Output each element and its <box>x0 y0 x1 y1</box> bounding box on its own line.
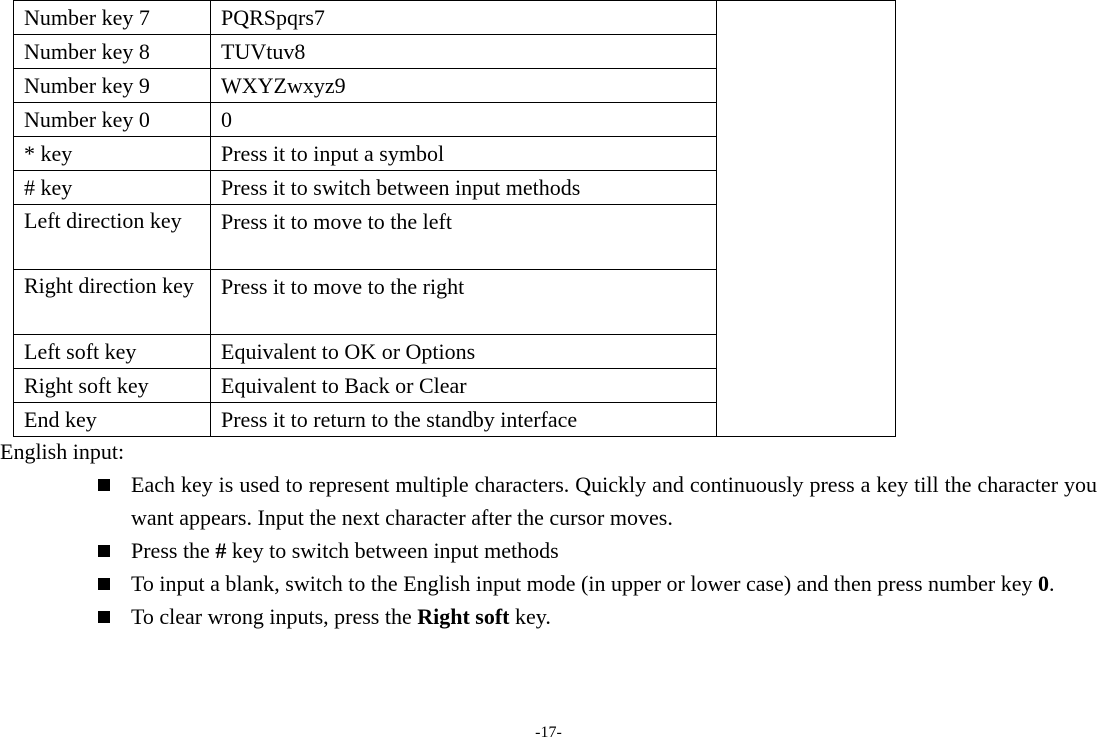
key-desc-cell: Press it to return to the standby interface <box>211 403 717 437</box>
key-name-cell: # key <box>14 171 211 205</box>
key-desc-cell: Press it to switch between input methods <box>211 171 717 205</box>
bullet-text: To input a blank, switch to the English input mode (in upper or lower case) and then press number key <box>131 571 1038 596</box>
section-title: English input: <box>0 439 125 464</box>
bullet-text: To clear wrong inputs, press the <box>131 604 418 629</box>
table-row <box>14 1 896 35</box>
key-name-cell: Number key 7 <box>14 1 211 35</box>
key-name-cell: End key <box>14 403 211 437</box>
key-name-cell <box>14 205 211 270</box>
key-desc-cell: 0 <box>211 103 717 137</box>
list-item <box>98 567 1097 600</box>
key-desc-cell: TUVtuv8 <box>211 35 717 69</box>
key-name-cell: Number key 0 <box>14 103 211 137</box>
key-name-text: Right direction key <box>24 273 194 298</box>
empty-column-cell <box>717 1 896 437</box>
bullet-text: . <box>1048 571 1055 596</box>
square-bullet-icon <box>98 578 110 590</box>
bullet-text: Press the <box>131 538 216 563</box>
key-desc-cell: Press it to move to the right <box>211 270 717 335</box>
square-bullet-icon <box>98 611 110 623</box>
key-desc-cell: PQRSpqrs7 <box>211 1 717 35</box>
key-desc-cell: WXYZwxyz9 <box>211 69 717 103</box>
bullet-text: key. <box>509 604 551 629</box>
bullet-bold-text: Right soft <box>417 604 510 629</box>
bullet-text: Each key is used to represent multiple characters. Quickly and continuously press a key till the character you want appears. Input the next character after the cursor moves. <box>131 472 1097 530</box>
bullet-list <box>98 468 1097 633</box>
square-bullet-icon <box>98 479 110 491</box>
key-name-cell: Number key 8 <box>14 35 211 69</box>
key-name-cell <box>14 270 211 335</box>
list-item <box>98 534 1097 567</box>
key-name-cell: Left soft key <box>14 335 211 369</box>
key-desc-cell: Equivalent to Back or Clear <box>211 369 717 403</box>
key-name-cell: Right soft key <box>14 369 211 403</box>
key-desc-cell: Press it to input a symbol <box>211 137 717 171</box>
key-name-text: Left direction key <box>24 208 182 233</box>
list-item <box>98 600 1097 633</box>
square-bullet-icon <box>98 545 110 557</box>
key-desc-cell: Press it to move to the left <box>211 205 717 270</box>
page-number: -17- <box>535 724 562 741</box>
bullet-bold-text: # <box>215 538 227 563</box>
key-function-table <box>13 0 896 437</box>
key-desc-cell: Equivalent to OK or Options <box>211 335 717 369</box>
list-item <box>98 468 1097 534</box>
bullet-bold-text: 0 <box>1037 571 1049 596</box>
key-name-cell: * key <box>14 137 211 171</box>
key-name-cell: Number key 9 <box>14 69 211 103</box>
bullet-text: key to switch between input methods <box>226 538 559 563</box>
